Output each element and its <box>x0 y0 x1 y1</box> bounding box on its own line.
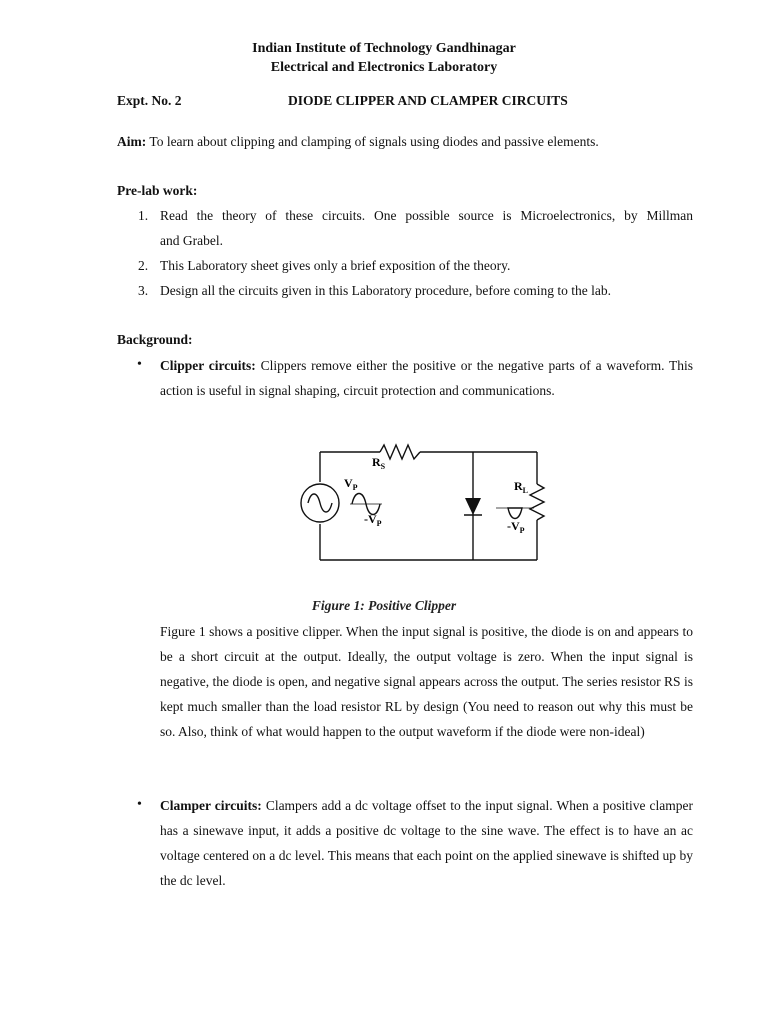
prelab-item-2-number: 2. <box>138 258 149 273</box>
prelab-item-3-text: Design all the circuits given in this Laboratory procedure, before coming to the lab. <box>160 283 611 298</box>
figure-description <box>160 619 693 744</box>
clipper-bullet: • <box>137 357 142 372</box>
clamper-bullet: • <box>137 797 142 812</box>
institute-name: Indian Institute of Technology Gandhinagar <box>252 41 516 56</box>
aim-label: Aim: <box>117 134 147 149</box>
resistor-rs-symbol <box>380 445 420 459</box>
clamper-text: Clampers add a dc voltage offset to the input signal. When a positive clamper has a sinewave input, it adds a positive dc voltage to the sine wave. The effect is to have an ac voltage centered on a dc level. This means that each point on the applied sinewave is shifted up by the dc level. <box>160 798 694 888</box>
lab-name: Electrical and Electronics Laboratory <box>270 60 498 75</box>
resistor-rl-symbol <box>530 484 544 520</box>
clipper-text: Clippers remove either the positive or the negative parts of a waveform. This action is useful in signal shaping, circuit protection and communications. <box>160 358 693 398</box>
diode-icon <box>465 498 481 515</box>
figure-caption: Figure 1: Positive Clipper <box>311 598 457 613</box>
positive-clipper-circuit <box>290 432 560 572</box>
prelab-item-1-number: 1. <box>138 208 149 223</box>
prelab-heading: Pre-lab work: <box>117 183 198 198</box>
prelab-item-1-line1: Read the theory of these circuits. One possible source is Microelectronics, by Millman <box>160 208 693 223</box>
experiment-title: DIODE CLIPPER AND CLAMPER CIRCUITS <box>288 93 568 108</box>
clamper-paragraph <box>160 793 693 893</box>
figure-description-text: Figure 1 shows a positive clipper. When the input signal is positive, the diode is on and appears to be a short circuit at the output. Ideally, the output voltage is zero. When the input signal is negative, the diode is open, and negative signal appears across the output. The series resistor RS is kept much smaller than the load resistor RL by design (You need to reason out why this must be so. Also, think of what would happen to the output waveform if the diode were non-ideal) <box>160 624 693 739</box>
neg-vp-label: $-V_P$ <box>364 512 382 528</box>
prelab-item-3-number: 3. <box>138 283 149 298</box>
ac-source-sine <box>308 494 332 512</box>
clamper-label: Clamper circuits: <box>160 798 262 813</box>
rl-label: $R_L$ <box>514 479 529 495</box>
output-waveform-icon <box>508 508 522 519</box>
rs-label: $R_S$ <box>372 455 386 471</box>
experiment-number: Expt. No. 2 <box>117 93 182 108</box>
clipper-label: Clipper circuits: <box>160 358 256 373</box>
background-heading: Background: <box>117 332 193 347</box>
aim-text: To learn about clipping and clamping of signals using diodes and passive elements. <box>149 134 599 149</box>
aim-line <box>117 134 599 150</box>
vp-label: $V_P$ <box>344 476 358 492</box>
output-neg-vp-label: $-V_P$ <box>507 519 525 535</box>
clipper-paragraph <box>160 353 693 403</box>
prelab-item-1-line2: and Grabel. <box>160 233 223 248</box>
prelab-item-2-text: This Laboratory sheet gives only a brief exposition of the theory. <box>160 258 511 273</box>
